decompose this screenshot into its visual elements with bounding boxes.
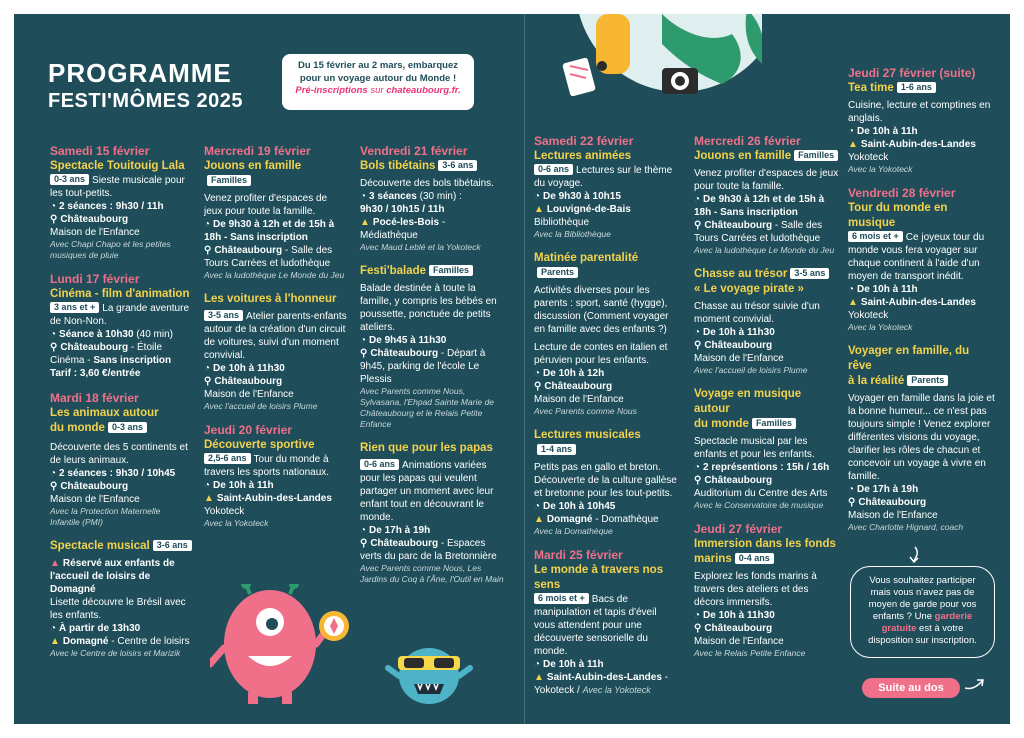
event-place: ⚲ Châteaubourg <box>848 497 927 508</box>
event-time: ◔ 2 séances : 9h30 / 10h45 <box>50 468 176 479</box>
event-place: ⚲ Châteaubourg - Salle des Tours Carrées et ludothèque <box>694 220 823 244</box>
event-title: Jouons en famille Familles <box>694 149 840 164</box>
event-title-line1: Voyage en musique autour <box>694 388 802 415</box>
clock-icon: ◔ <box>50 329 57 340</box>
event-date: Jeudi 20 février <box>204 423 293 437</box>
event-place: ⚲ Châteaubourg - Étoile Cinéma - Sans inscription <box>50 342 172 366</box>
event-title: Festi'balade Familles <box>360 264 504 279</box>
event-desc: Découverte des bols tibétains. <box>360 178 494 189</box>
age-tag: Familles <box>752 418 796 429</box>
age-tag: Familles <box>794 150 838 161</box>
event-card <box>360 264 504 430</box>
clock-icon: ◔ <box>534 191 541 202</box>
event-title: Le monde à travers nos sens <box>534 564 664 591</box>
age-tag: 2,5-6 ans <box>204 453 251 464</box>
event-card <box>360 144 504 253</box>
event-desc: Spectacle musical par les enfants et pour les enfants. <box>694 436 815 460</box>
warning-icon: ▲ <box>50 558 60 569</box>
event-place: ▲ Pocé-les-Bois - Médiathèque <box>360 217 446 241</box>
event-time: ◔ De 9h45 à 11h30 <box>360 335 447 346</box>
event-partner: Avec la Yokoteck <box>848 322 913 332</box>
event-title: Rien que pour les papas <box>360 442 493 454</box>
event-time: ◔ De 9h30 à 10h15 <box>534 191 621 202</box>
event-card <box>204 144 348 281</box>
event-venue: Maison de l'Enfance <box>50 494 140 505</box>
clock-icon: ◔ <box>204 480 211 491</box>
age-tag: 6 mois et + <box>534 593 589 604</box>
age-tag: Familles <box>429 265 473 276</box>
age-tag: 3-5 ans <box>204 310 243 321</box>
event-date: Mardi 25 février <box>534 548 623 562</box>
event-partner: Avec l'accueil de loisirs Plume <box>694 365 808 375</box>
event-time: ◔ De 10h à 11h <box>848 126 918 137</box>
age-tag: Parents <box>537 267 578 278</box>
event-partner: Avec la Yokoteck <box>848 164 913 174</box>
intro-prefix: Pré-inscriptions <box>295 85 368 96</box>
pin-icon: ⚲ <box>50 481 58 492</box>
event-time: ◔ Séance à 10h30 (40 min) <box>50 329 173 340</box>
column-4 <box>534 134 680 708</box>
event-card <box>848 186 996 333</box>
event-time-slots: 9h30 / 10h15 / 11h <box>360 204 445 215</box>
clock-icon: ◔ <box>694 462 701 473</box>
event-place: ⚲ Châteaubourg <box>694 475 773 486</box>
clock-icon: ◔ <box>534 659 541 670</box>
pin-icon: ⚲ <box>204 376 212 387</box>
event-place: ▲ Saint-Aubin-des-Landes <box>848 139 976 150</box>
event-place: ⚲ Châteaubourg - Départ à 9h45, parking de l'école Le Plessis <box>360 348 486 385</box>
event-partner: Avec le Conservatoire de musique <box>694 500 824 510</box>
fold-line <box>524 14 525 724</box>
event-title: Bols tibétains 3-6 ans <box>360 159 504 174</box>
event-time: ◔ De 17h à 19h <box>360 525 431 536</box>
age-tag: 0-6 ans <box>534 164 573 175</box>
event-card <box>534 428 680 537</box>
event-time: ◔ De 10h à 11h <box>848 284 918 295</box>
event-partner: Avec Chapi Chapo et les petites musiques de pluie <box>50 239 171 260</box>
event-card <box>50 144 192 261</box>
pin-icon: ⚲ <box>360 538 368 549</box>
logo-festimomes: FESTI'MÔMES 2025 <box>48 90 244 112</box>
event-desc: Activités diverses pour les parents : sport, santé (hygge), discussion (Comment voyager en famille avec des enfants ?) <box>534 285 669 335</box>
event-date: Vendredi 21 février <box>360 144 468 158</box>
event-desc: Balade destinée à toute la famille, y compris les bébés en poussette, ponctuée de petits ateliers. <box>360 283 497 333</box>
clock-icon: ◔ <box>204 219 211 230</box>
event-partner: Avec la ludothèque Le Monde du Jeu <box>694 245 835 255</box>
event-place: ⚲ Châteaubourg - Espaces verts du parc de la Bretonnière <box>360 538 497 562</box>
event-date: Mardi 18 février <box>50 391 139 405</box>
pin-icon: ⚲ <box>694 340 702 351</box>
event-partner: Avec Maud Leblé et la Yokoteck <box>360 242 481 252</box>
event-venue: Maison de l'Enfance <box>848 510 938 521</box>
pin-icon: ⚲ <box>50 214 58 225</box>
intro-site-link[interactable]: chateaubourg.fr. <box>386 85 461 96</box>
event-title-line1: Immersion dans les fonds <box>694 538 836 550</box>
warning-icon: ▲ <box>534 672 544 683</box>
event-card <box>534 251 680 417</box>
event-place: ▲ Saint-Aubin-des-Landes - Yokoteck / Avec la Yokoteck <box>534 672 669 696</box>
event-time: ◔ De 10h à 10h45 <box>534 501 616 512</box>
pin-icon: ⚲ <box>694 623 702 634</box>
event-partner: Avec Parents comme Nous, Sylvasana, l'Ehpad Sainte Marie de Châteaubourg et le Relais Petite Enfance <box>360 386 494 429</box>
clock-icon: ◔ <box>848 484 855 495</box>
event-card <box>534 548 680 697</box>
column-1 <box>50 144 192 670</box>
event-title-line1: Voyager en famille, du rêve <box>848 345 970 372</box>
event-time: ◔ De 9h30 à 12h et de 15h à 18h - Sans inscription <box>204 219 335 243</box>
event-partner: Avec Charlotte Hignard, coach <box>848 522 964 532</box>
warning-icon: ▲ <box>534 514 544 525</box>
event-desc: 3-5 ans Atelier parents-enfants autour de la création d'un circuit de voitures, suivi d'un moment convivial. <box>204 310 347 361</box>
event-title: Lectures animées <box>534 150 632 162</box>
event-card <box>204 292 348 412</box>
program-sheet <box>14 14 1010 724</box>
event-time: ◔ De 10h à 11h <box>204 480 274 491</box>
event-place: ⚲ Châteaubourg <box>204 376 283 387</box>
event-place: ▲ Domagné - Domathèque <box>534 514 659 525</box>
event-place: ▲ Louvigné-de-Bais <box>534 204 631 215</box>
event-time: ◔ De 10h à 11h30 <box>694 610 775 621</box>
pin-icon: ⚲ <box>694 220 702 231</box>
event-restriction: ▲ Réservé aux enfants de l'accueil de loisirs de Domagné <box>50 558 175 595</box>
event-desc: Petits pas en gallo et breton. Découverte de la culture gallèse et bretonne pour les tout-petits. <box>534 462 677 499</box>
event-card <box>848 344 996 533</box>
arrow-down-icon <box>907 546 923 564</box>
intro-line1: Du 15 février au 2 mars, embarquez <box>298 60 458 71</box>
childcare-box: Vous souhaitez participer mais vous n'avez pas de moyen de garde pour vos enfants ? Une garderie gratuite est à votre disposition sur inscription. <box>850 566 995 658</box>
warning-icon: ▲ <box>50 636 60 647</box>
event-desc: 2,5-6 ans Tour du monde à travers les sports nationaux. <box>204 453 330 478</box>
event-venue: Maison de l'Enfance <box>50 227 140 238</box>
clock-icon: ◔ <box>694 327 701 338</box>
pink-monster-illustration <box>210 584 350 704</box>
event-title: Tea time 1-6 ans <box>848 81 996 96</box>
age-tag: 0-3 ans <box>50 174 89 185</box>
clock-icon: ◔ <box>848 284 855 295</box>
event-desc: 0-6 ans Lectures sur le thème du voyage. <box>534 164 673 189</box>
age-tag: 1-6 ans <box>897 82 936 93</box>
clock-icon: ◔ <box>694 610 701 621</box>
event-place: ▲ Domagné - Centre de loisirs <box>50 636 190 647</box>
clock-icon: ◔ <box>360 335 367 346</box>
event-time: ◔ De 10h à 12h <box>534 368 605 379</box>
event-partner: Avec la Bibliothèque <box>534 229 611 239</box>
event-place: ⚲ Châteaubourg <box>50 214 129 225</box>
clock-icon: ◔ <box>848 126 855 137</box>
event-desc: 3 ans et + La grande aventure de Non-Non. <box>50 302 190 327</box>
garderie-highlight: garderie gratuite <box>881 611 973 634</box>
event-time: ◔ De 10h à 11h30 <box>694 327 775 338</box>
event-card <box>694 387 840 511</box>
event-venue: Maison de l'Enfance <box>694 353 784 364</box>
event-card <box>694 267 840 376</box>
event-title: Spectacle musical 3-6 ans <box>50 539 192 554</box>
event-subtitle: « Le voyage pirate » <box>694 283 804 295</box>
clock-icon: ◔ <box>204 363 211 374</box>
pin-icon: ⚲ <box>694 475 702 486</box>
event-title-line1: Les animaux autour <box>50 407 159 419</box>
event-desc: Lisette découvre le Brésil avec les enfants. <box>50 597 186 621</box>
age-tag: 3 ans et + <box>50 302 99 313</box>
warning-icon: ▲ <box>848 139 858 150</box>
event-venue: Yokoteck <box>848 152 889 163</box>
event-venue: Yokoteck <box>848 310 889 321</box>
event-partner: Avec le Relais Petite Enfance <box>694 648 806 658</box>
event-title: Les voitures à l'honneur <box>204 293 337 305</box>
event-desc: Venez profiter d'espaces de jeux pour toute la famille. <box>694 168 839 192</box>
event-venue: Maison de l'Enfance <box>204 389 294 400</box>
blue-monster-illustration <box>384 634 474 706</box>
pin-icon: ⚲ <box>204 245 212 256</box>
column-3 <box>360 144 504 596</box>
event-place: ⚲ Châteaubourg <box>50 481 129 492</box>
event-title: Cinéma - film d'animation <box>50 288 190 300</box>
event-partner: Avec la Yokoteck <box>204 518 269 528</box>
age-tag: Familles <box>207 175 251 186</box>
event-partner: Avec Parents comme Nous <box>534 406 637 416</box>
event-desc: Explorez les fonds marins à travers des ateliers et des décors immersifs. <box>694 571 817 608</box>
clock-icon: ◔ <box>50 623 57 634</box>
pin-icon: ⚲ <box>50 342 58 353</box>
globe-illustration <box>562 14 762 96</box>
event-title: Matinée parentalitéParents <box>534 252 639 277</box>
event-place: ▲ Saint-Aubin-des-Landes <box>848 297 976 308</box>
event-title-line2: du monde Familles <box>694 417 840 432</box>
event-date: Vendredi 28 février <box>848 186 956 200</box>
event-desc: 6 mois et + Ce joyeux tour du monde vous fera voyager sur chaque continent à l'aide d'un moyen de transport inédit. <box>848 231 985 282</box>
event-date: Jeudi 27 février (suite) <box>848 66 976 80</box>
suite-au-dos-button[interactable]: Suite au dos <box>862 678 960 698</box>
event-desc: Chasse au trésor suivie d'un moment convivial. <box>694 301 820 325</box>
event-venue: Yokoteck <box>204 506 245 517</box>
event-desc-2: Lecture de contes en italien et péruvien pour les enfants. <box>534 342 668 366</box>
clock-icon: ◔ <box>50 468 57 479</box>
age-tag: 0-6 ans <box>360 459 399 470</box>
intro-box <box>282 54 474 110</box>
event-place: ⚲ Châteaubourg <box>694 623 773 634</box>
age-tag: 0-4 ans <box>735 553 774 564</box>
warning-icon: ▲ <box>848 297 858 308</box>
event-date: Mercredi 26 février <box>694 134 801 148</box>
clock-icon: ◔ <box>50 201 57 212</box>
age-tag: Parents <box>907 375 948 386</box>
event-price: Tarif : 3,60 €/entrée <box>50 368 141 379</box>
event-date: Jeudi 27 février <box>694 522 783 536</box>
column-2 <box>204 144 348 540</box>
pin-icon: ⚲ <box>848 497 856 508</box>
pin-icon: ⚲ <box>360 348 368 359</box>
event-title: Chasse au trésor 3-5 ans <box>694 267 840 282</box>
age-tag: 3-6 ans <box>153 540 192 551</box>
event-partner: Avec l'accueil de loisirs Plume <box>204 401 318 411</box>
event-card <box>50 272 192 380</box>
event-desc: 6 mois et + Bacs de manipulation et tapis d'éveil vous attendent pour une découverte sensorielle du monde. <box>534 593 657 657</box>
event-place: ▲ Saint-Aubin-des-Landes <box>204 493 332 504</box>
event-card <box>694 522 840 659</box>
event-time: ◔ 3 séances (30 min) : <box>360 191 462 202</box>
event-card <box>50 539 192 659</box>
age-tag: 1-4 ans <box>537 444 576 455</box>
warning-icon: ▲ <box>360 217 370 228</box>
clock-icon: ◔ <box>360 191 367 202</box>
event-date: Lundi 17 février <box>50 272 140 286</box>
event-time: ◔ 2 séances : 9h30 / 11h <box>50 201 164 212</box>
logo-programme: PROGRAMME <box>48 58 232 88</box>
clock-icon: ◔ <box>534 501 541 512</box>
event-time: ◔ 2 représentions : 15h / 16h <box>694 462 830 473</box>
warning-icon: ▲ <box>204 493 214 504</box>
event-title: Jouons en familleFamilles <box>204 160 302 185</box>
event-desc: 0-6 ans Animations variées pour les papas qui veulent partager un moment avec leur enfant tout en découvrant le monde. <box>360 459 494 523</box>
event-desc: Venez profiter d'espaces de jeux pour toute la famille. <box>204 193 328 217</box>
event-place: ⚲ Châteaubourg <box>534 381 613 392</box>
intro-mid: sur <box>367 85 387 96</box>
event-venue: Maison de l'Enfance <box>534 394 624 405</box>
age-tag: 3-6 ans <box>438 160 477 171</box>
event-card <box>204 423 348 529</box>
age-tag: 0-3 ans <box>108 422 147 433</box>
event-partner: Avec la Protection Maternelle Infantile (PMI) <box>50 506 161 527</box>
event-card <box>50 391 192 528</box>
event-venue: Maison de l'Enfance <box>694 636 784 647</box>
event-title: Lectures musicales1-4 ans <box>534 429 641 454</box>
event-partner: Avec la ludothèque Le Monde du Jeu <box>204 270 345 280</box>
event-desc: Voyager en famille dans la joie et la bonne humeur... ce n'est pas toujours simple ! Venez explorer différentes visions du voyage, clarifier les rôles de chacun et concevoir un voyage à vivre en famille. <box>848 393 995 482</box>
event-partner: Avec Parents comme Nous, Les Jardins du Coq à l'Âne, l'Outil en Main <box>360 563 504 584</box>
event-place: ⚲ Châteaubourg <box>694 340 773 351</box>
event-title: Découverte sportive <box>204 439 315 451</box>
event-date: Samedi 15 février <box>50 144 150 158</box>
event-time: ◔ De 10h à 11h30 <box>204 363 285 374</box>
event-card <box>534 134 680 240</box>
warning-icon: ▲ <box>534 204 544 215</box>
event-venue: Auditorium du Centre des Arts <box>694 488 828 499</box>
event-date: Samedi 22 février <box>534 134 634 148</box>
clock-icon: ◔ <box>534 368 541 379</box>
event-desc: Cuisine, lecture et comptines en anglais. <box>848 100 991 124</box>
event-card <box>694 134 840 256</box>
event-venue: Bibliothèque <box>534 217 590 228</box>
column-5 <box>694 134 840 670</box>
event-partner: Avec le Centre de loisirs et Marizik <box>50 648 181 658</box>
event-date: Mercredi 19 février <box>204 144 311 158</box>
event-title: Spectacle Touitouig Lala <box>50 160 185 172</box>
event-time: ◔ De 10h à 11h <box>534 659 604 670</box>
event-place: ⚲ Châteaubourg - Salle des Tours Carrées et ludothèque <box>204 245 333 269</box>
event-desc: 0-3 ans Sieste musicale pour les tout-petits. <box>50 174 185 199</box>
intro-line2: pour un voyage autour du Monde ! <box>299 72 457 84</box>
event-time: ◔ De 9h30 à 12h et de 15h à 18h - Sans inscription <box>694 194 825 218</box>
arrow-right-icon <box>964 676 986 692</box>
event-title-line2: du monde 0-3 ans <box>50 421 192 436</box>
event-card <box>848 66 996 175</box>
event-card <box>360 441 504 585</box>
event-desc: Découverte des 5 continents et de leurs animaux. <box>50 442 188 466</box>
age-tag: 6 mois et + <box>848 231 903 242</box>
pin-icon: ⚲ <box>534 381 542 392</box>
intro-line3 <box>290 85 466 98</box>
event-title-line2: à la réalité Parents <box>848 374 996 389</box>
age-tag: 3-5 ans <box>790 268 829 279</box>
event-title-line2: marins 0-4 ans <box>694 552 840 567</box>
clock-icon: ◔ <box>694 194 701 205</box>
clock-icon: ◔ <box>360 525 367 536</box>
event-partner: Avec la Domathèque <box>534 526 613 536</box>
column-6 <box>848 66 996 544</box>
event-time: ◔ À partir de 13h30 <box>50 623 141 634</box>
event-time: ◔ De 17h à 19h <box>848 484 919 495</box>
event-title: Tour du monde en musique <box>848 202 948 229</box>
